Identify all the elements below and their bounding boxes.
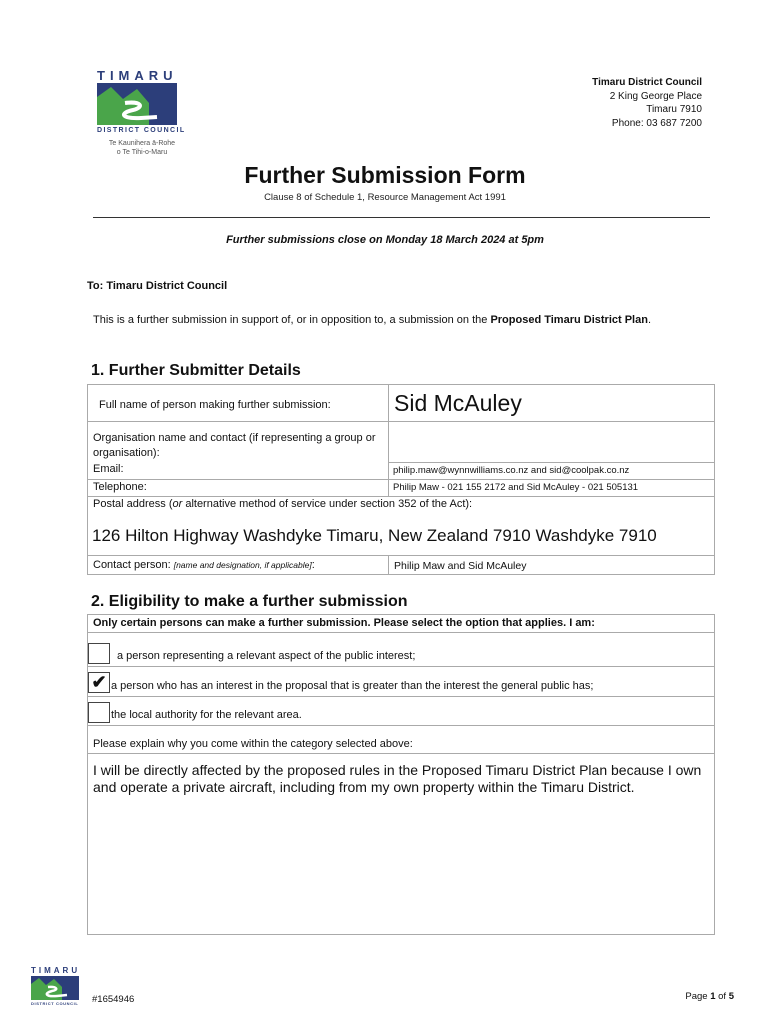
email-field[interactable]: philip.maw@wynnwilliams.co.nz and sid@coolpak.co.nz (393, 465, 630, 476)
telephone-label: Telephone: (93, 481, 147, 493)
contact-label-italic: [name and designation, if applicable] (173, 560, 312, 570)
footer-logo-subtitle: DISTRICT COUNCIL (31, 1001, 79, 1006)
row-divider (87, 632, 715, 633)
organisation-label: Organisation name and contact (if representing a group or organisation): (93, 432, 376, 459)
page-prefix: Page (685, 991, 711, 1002)
section2-heading: 2. Eligibility to make a further submission (91, 593, 408, 610)
council-city: Timaru 7910 (646, 104, 702, 115)
greater-interest-option-label: a person who has an interest in the proposal that is greater than the interest the general public has; (111, 680, 594, 692)
section1-heading: 1. Further Submitter Details (91, 362, 301, 379)
footer-logo-icon (31, 976, 79, 1000)
logo-maori-name (97, 139, 187, 157)
council-street: 2 King George Place (609, 90, 702, 102)
row-divider (87, 666, 715, 667)
row-divider (87, 696, 715, 697)
contact-label-text: Contact person: (93, 559, 174, 571)
eligibility-instruction: Only certain persons can make a further submission. Please select the option that applies. I am: (93, 617, 595, 629)
row-divider (87, 421, 715, 422)
to-line: To: Timaru District Council (87, 280, 228, 292)
full-name-label: Full name of person making further submission: (99, 399, 331, 411)
page-mid: of (715, 991, 729, 1002)
row-divider (87, 555, 715, 556)
intro-bold: Proposed Timaru District Plan (490, 314, 648, 326)
row-divider (388, 462, 715, 463)
postal-label (93, 498, 472, 510)
table-divider (388, 384, 389, 463)
logo-subtitle: DISTRICT COUNCIL (97, 127, 186, 134)
row-divider (87, 496, 715, 497)
postal-label-pre: Postal address ( (93, 498, 173, 510)
intro-text: This is a further submission in support of, or in opposition to, a submission on the (93, 314, 491, 326)
council-phone: Phone: 03 687 7200 (611, 117, 702, 129)
postal-address-field[interactable]: 126 Hilton Highway Washdyke Timaru, New Zealand 7910 Washdyke 7910 (92, 526, 657, 545)
explain-label: Please explain why you come within the category selected above: (93, 738, 413, 750)
title-divider (93, 217, 710, 218)
row-divider (87, 753, 715, 754)
intro-paragraph (93, 312, 718, 328)
council-logo-icon (97, 83, 177, 125)
logo-wordmark: TIMARU (97, 68, 178, 83)
clause-reference: Clause 8 of Schedule 1, Resource Management Act 1991 (264, 192, 506, 203)
public-interest-checkbox[interactable] (88, 643, 110, 664)
council-address (592, 76, 702, 130)
intro-end: . (647, 314, 652, 326)
closing-notice: Further submissions close on Monday 18 March 2024 at 5pm (226, 234, 544, 246)
document-number: #1654946 (92, 994, 135, 1005)
contact-label-end: : (311, 559, 315, 571)
page-title: Further Submission Form (244, 162, 526, 188)
explanation-field[interactable]: I will be directly affected by the proposed rules in the Proposed Timaru District Plan because I own and operate a private aircraft, including from my own property within the Timaru District. (93, 762, 702, 795)
local-authority-option-label: the local authority for the relevant area. (111, 709, 302, 721)
postal-label-post: alternative method of service under section 352 of the Act): (182, 498, 473, 510)
row-divider (87, 725, 715, 726)
contact-person-field[interactable]: Philip Maw and Sid McAuley (394, 560, 527, 572)
full-name-field[interactable]: Sid McAuley (394, 390, 522, 416)
contact-label (93, 559, 315, 571)
email-label: Email: (93, 463, 124, 475)
local-authority-checkbox[interactable] (88, 702, 110, 723)
council-name: Timaru District Council (592, 77, 702, 88)
logo-maori-line2: o Te Tihi-o-Maru (116, 149, 168, 156)
table-divider (388, 555, 389, 575)
footer-logo-wordmark: TIMARU (31, 966, 81, 975)
telephone-field[interactable]: Philip Maw - 021 155 2172 and Sid McAuley - 021 505131 (393, 482, 639, 493)
postal-label-italic: or (172, 498, 183, 510)
public-interest-option-label: a person representing a relevant aspect of the public interest; (117, 650, 416, 662)
page-current: 1 (710, 991, 716, 1002)
row-divider (87, 479, 715, 480)
greater-interest-checkbox[interactable]: ✔ (88, 672, 110, 693)
logo-maori-line1: Te Kaunihera ā-Rohe (108, 140, 176, 147)
page-total: 5 (728, 991, 734, 1002)
page-number (685, 991, 734, 1002)
